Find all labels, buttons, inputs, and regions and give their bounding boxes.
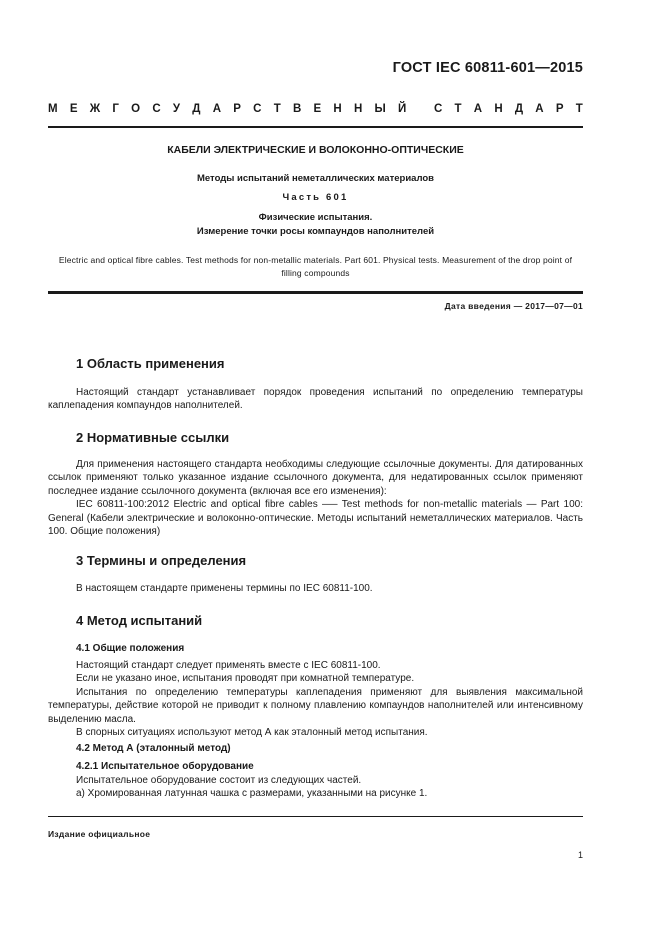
subsection-4-1-paragraph-b: Если не указано иное, испытания проводят при комнатной температуре. xyxy=(76,673,415,685)
banner-letter: Ы xyxy=(374,103,386,115)
subsection-4-1-paragraph-c: Испытания по определению температуры каплепадения применяют для выявления максимальной температуры, действие которой не приводит к полному плавлению компаундов наполнителей или интенсивному выделению масла. xyxy=(48,686,583,725)
section-1-paragraph: Настоящий стандарт устанавливает порядок проведения испытаний по определению температуры каплепадения компаундов наполнителей. xyxy=(48,387,583,412)
banner-letter: Н xyxy=(333,103,342,115)
header-divider xyxy=(48,126,583,128)
banner-letter: С xyxy=(253,103,262,115)
section-2-heading: 2 Нормативные ссылки xyxy=(76,430,230,445)
section-1-body xyxy=(48,386,583,413)
official-edition-label: Издание официальное xyxy=(48,829,151,839)
banner-letter: Е xyxy=(69,103,78,115)
section-3-heading: 3 Термины и определения xyxy=(76,553,247,568)
banner-letter: А xyxy=(473,103,483,115)
banner-letter: Т xyxy=(575,103,583,115)
section-3-body xyxy=(48,582,583,595)
banner-letter: Г xyxy=(112,103,119,115)
title-english: Electric and optical fibre cables. Test methods for non-metallic materials. Part 601. Physical tests. Measurement of the drop point of filling compounds xyxy=(58,255,573,278)
subsection-4-1-body xyxy=(48,659,583,739)
banner-letter: У xyxy=(172,103,181,115)
banner-letter: Р xyxy=(233,103,241,115)
subsection-4-2-1-body xyxy=(48,774,583,801)
subsection-4-1-heading: 4.1 Общие положения xyxy=(76,643,185,654)
page-number: 1 xyxy=(577,850,583,860)
section-1-heading: 1 Область применения xyxy=(76,356,225,371)
banner-letter: А xyxy=(212,103,222,115)
banner-letter: Е xyxy=(313,103,322,115)
banner-letter: С xyxy=(433,103,443,115)
section-3-paragraph: В настоящем стандарте применены термины по IEC 60811-100. xyxy=(76,583,373,594)
section-2-reference: IEC 60811-100:2012 Electric and optical fibre cables —– Test methods for non-metallic materials — Part 100: General (Кабели электрические и волоконно-оптические. Методы испытаний неметаллических материалов. Часть 100. Общие положения) xyxy=(48,499,583,538)
title-main: КАБЕЛИ ЭЛЕКТРИЧЕСКИЕ И ВОЛОКОННО-ОПТИЧЕСКИЕ xyxy=(167,144,464,156)
section-2-body xyxy=(48,458,583,538)
banner-letter: М xyxy=(48,103,58,115)
banner-letter: Ж xyxy=(89,103,101,115)
subsection-4-1-paragraph-d: В спорных ситуациях используют метод А как эталонный метод испытания. xyxy=(76,727,428,739)
subsection-4-2-1-paragraph-b: а) Хромированная латунная чашка с размерами, указанными на рисунке 1. xyxy=(76,788,428,800)
banner-letter: Т xyxy=(454,103,462,115)
title-methods: Методы испытаний неметаллических материалов xyxy=(196,173,435,184)
banner-letter: Т xyxy=(273,103,281,115)
introduction-date: Дата введения — 2017—07—01 xyxy=(444,301,583,311)
subsection-4-2-heading: 4.2 Метод А (эталонный метод) xyxy=(76,743,231,754)
banner-letter: С xyxy=(152,103,161,115)
banner-letter: Н xyxy=(494,103,503,115)
banner-letter: Д xyxy=(514,103,524,115)
document-code: ГОСТ IEC 60811-601—2015 xyxy=(392,60,583,76)
banner-letter: Р xyxy=(555,103,564,115)
banner-letter: Н xyxy=(353,103,363,115)
banner-letter: В xyxy=(292,103,302,115)
subsection-4-1-paragraph-a: Настоящий стандарт следует применять вместе с IEC 60811-100. xyxy=(76,660,381,671)
interstate-standard-banner xyxy=(48,103,583,115)
subsection-4-2-1-paragraph-a: Испытательное оборудование состоит из следующих частей. xyxy=(76,775,362,786)
title-part: Часть 601 xyxy=(282,192,349,203)
banner-letter: О xyxy=(131,103,141,115)
banner-letter: Й xyxy=(398,103,407,115)
banner-letter: Д xyxy=(192,103,201,115)
title-sub1: Физические испытания. xyxy=(258,212,373,223)
footer-divider xyxy=(48,816,583,817)
section-2-paragraph-1: Для применения настоящего стандарта необходимы следующие ссылочные документы. Для датированных ссылок применяют только указанное издание ссылочного документа, для недатированных ссылок применяют последнее издание ссылочного документа (включая все его изменения): xyxy=(48,459,583,497)
banner-letter xyxy=(419,103,422,115)
title-divider xyxy=(48,291,583,294)
section-4-heading: 4 Метод испытаний xyxy=(76,613,203,628)
banner-letter: А xyxy=(535,103,544,115)
title-sub2: Измерение точки росы компаундов наполнителей xyxy=(196,226,435,237)
subsection-4-2-1-heading: 4.2.1 Испытательное оборудование xyxy=(76,761,254,772)
